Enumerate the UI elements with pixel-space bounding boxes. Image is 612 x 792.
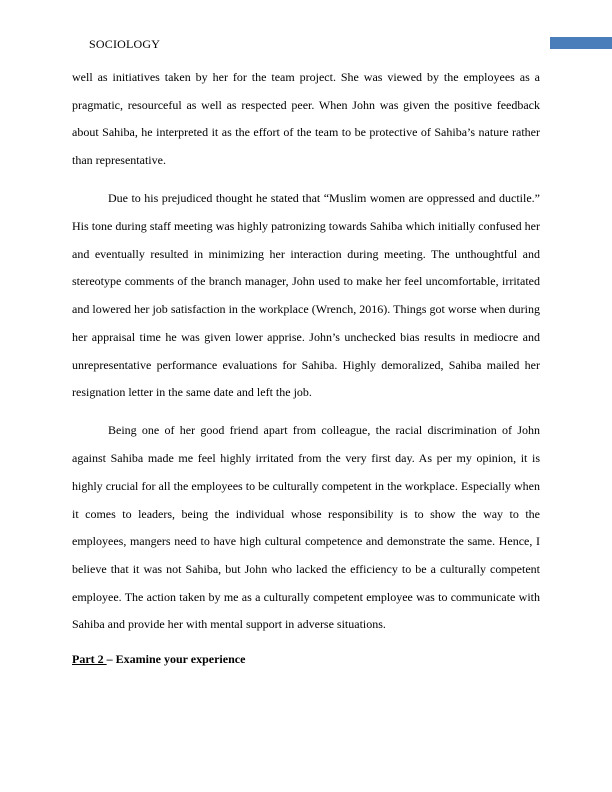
paragraph-reflection: Being one of her good friend apart from colleague, the racial discrimination of John against Sahiba made me feel highly irritated from the very first day. As per my opinion, it is highly crucial for all the employees to be culturally competent in the workplace. Especially when it comes to leaders, being the individual whose responsibility is to show the way to the employees, mangers need to have high cultural competence and demonstrate the same. Hence, I believe that it was not Sahiba, but John who lacked the efficiency to be a culturally competent employee. The action taken by me as a culturally competent employee was to communicate with Sahiba and provide her with mental support in adverse situations. — [72, 423, 540, 632]
section-part-label: Part 2 — [72, 651, 107, 666]
paragraph-prejudice: Due to his prejudiced thought he stated that “Muslim women are oppressed and ductile.” His tone during staff meeting was highly patronizing towards Sahiba which initially confused her and eventually resulted in minimizing her interaction during meeting. The unthoughtful and stereotype comments of the branch manager, John used to make her feel uncomfortable, irritated and lowered her job satisfaction in the workplace (Wrench, 2016). Things got worse when during her appraisal time he was given lower apprise. John’s unchecked bias results in mediocre and unrepresentative performance evaluations for Sahiba. Highly demoralized, Sahiba mailed her resignation letter in the same date and left the job. — [72, 191, 540, 400]
running-header-title: SOCIOLOGY — [89, 37, 161, 51]
document-body — [72, 64, 540, 668]
section-title: – Examine your experience — [106, 651, 246, 666]
paragraph-continuation: well as initiatives taken by her for the team project. She was viewed by the employees as a pragmatic, resourceful as well as respected peer. When John was given the positive feedback about Sahiba, he interpreted it as the effort of the team to be protective of Sahiba’s nature rather than representative. — [72, 70, 540, 168]
page-number-bar — [550, 37, 612, 49]
section-heading — [72, 650, 540, 668]
